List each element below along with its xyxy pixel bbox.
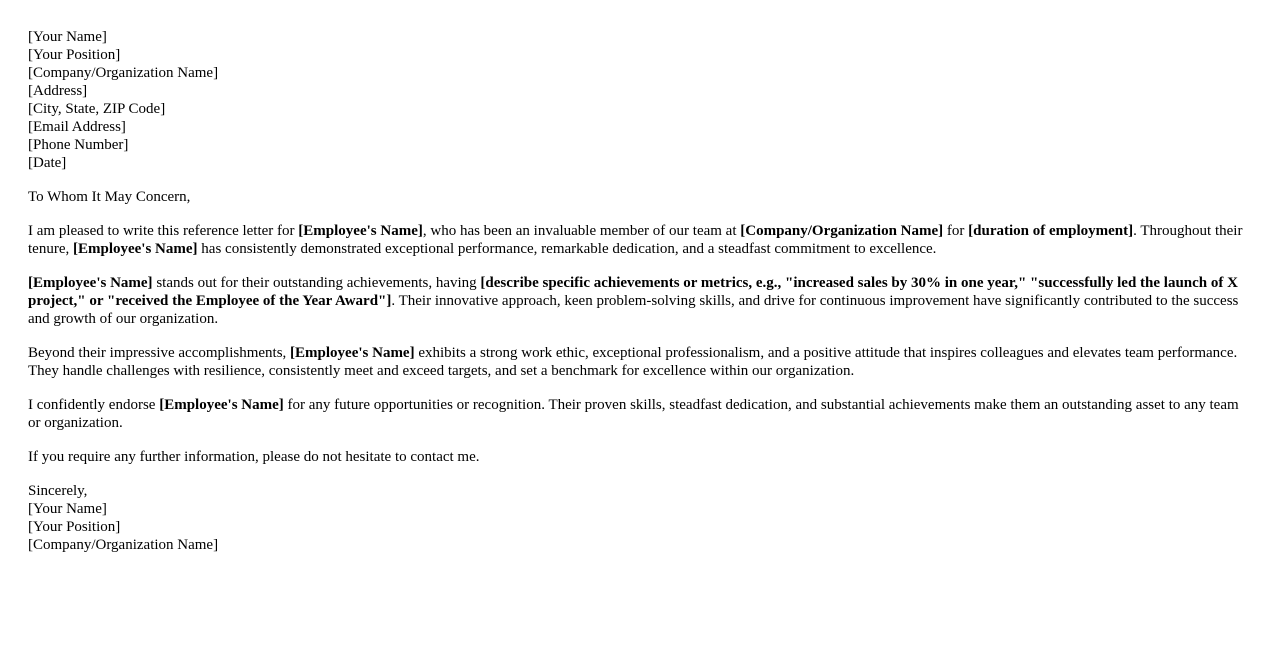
sender-company: [Company/Organization Name] xyxy=(28,65,219,81)
closing-company: [Company/Organization Name] xyxy=(28,537,219,553)
employee-name-placeholder: [Employee's Name] xyxy=(290,345,415,361)
sender-position: [Your Position] xyxy=(28,47,121,63)
paragraph-text: . Throughout their tenure, xyxy=(28,223,1243,257)
paragraph-intro xyxy=(28,222,1250,258)
paragraph-contact: If you require any further information, please do not hesitate to contact me. xyxy=(28,449,480,465)
employee-name-placeholder: [Employee's Name] xyxy=(28,275,153,291)
valediction: Sincerely, xyxy=(28,483,88,499)
paragraph-text: I am pleased to write this reference letter for xyxy=(28,223,299,239)
closing-position: [Your Position] xyxy=(28,519,121,535)
duration-placeholder: [duration of employment] xyxy=(968,223,1134,239)
company-name-placeholder: [Company/Organization Name] xyxy=(740,223,944,239)
paragraph-text: Beyond their impressive accomplishments, xyxy=(28,345,291,361)
achievements-placeholder: [describe specific achievements or metrics, e.g., "increased sales by 30% in one year," "successfully led the launch of X project," or "received the Employee of the Year Award"] xyxy=(28,275,1238,309)
paragraph-character xyxy=(28,344,1250,380)
employee-name-placeholder: [Employee's Name] xyxy=(72,241,198,257)
paragraph-text: , who has been an invaluable member of our team at xyxy=(422,223,741,239)
paragraph-text: for xyxy=(943,223,969,239)
paragraph-text: . Their innovative approach, keen problem-solving skills, and drive for continuous improvement have significantly contributed to the success and growth of our organization. xyxy=(28,293,1239,327)
sender-city-state-zip: [City, State, ZIP Code] xyxy=(28,101,166,117)
sender-address: [Address] xyxy=(28,83,88,99)
paragraph-text: I confidently endorse xyxy=(28,397,160,413)
employee-name-placeholder: [Employee's Name] xyxy=(298,223,423,239)
paragraph-endorsement xyxy=(28,396,1250,432)
sender-date: [Date] xyxy=(28,155,67,171)
paragraph-text: has consistently demonstrated exceptional performance, remarkable dedication, and a steadfast commitment to excellence. xyxy=(197,241,937,257)
sender-block xyxy=(28,28,1250,172)
sender-phone: [Phone Number] xyxy=(28,137,129,153)
closing-block xyxy=(28,482,1250,554)
closing-name: [Your Name] xyxy=(28,501,107,517)
salutation: To Whom It May Concern, xyxy=(28,189,191,205)
paragraph-text: for any future opportunities or recognition. Their proven skills, steadfast dedication, and substantial achievements make them an outstanding asset to any team or organization. xyxy=(28,397,1239,431)
paragraph-achievements xyxy=(28,274,1250,328)
sender-email: [Email Address] xyxy=(28,119,126,135)
paragraph-text: stands out for their outstanding achievements, having xyxy=(152,275,481,291)
sender-name: [Your Name] xyxy=(28,29,107,45)
paragraph-text: exhibits a strong work ethic, exceptional professionalism, and a positive attitude that inspires colleagues and elevates team performance. They handle challenges with resilience, consistently meet and exceed targets, and set a benchmark for excellence within our organization. xyxy=(28,345,1238,379)
employee-name-placeholder: [Employee's Name] xyxy=(159,397,284,413)
